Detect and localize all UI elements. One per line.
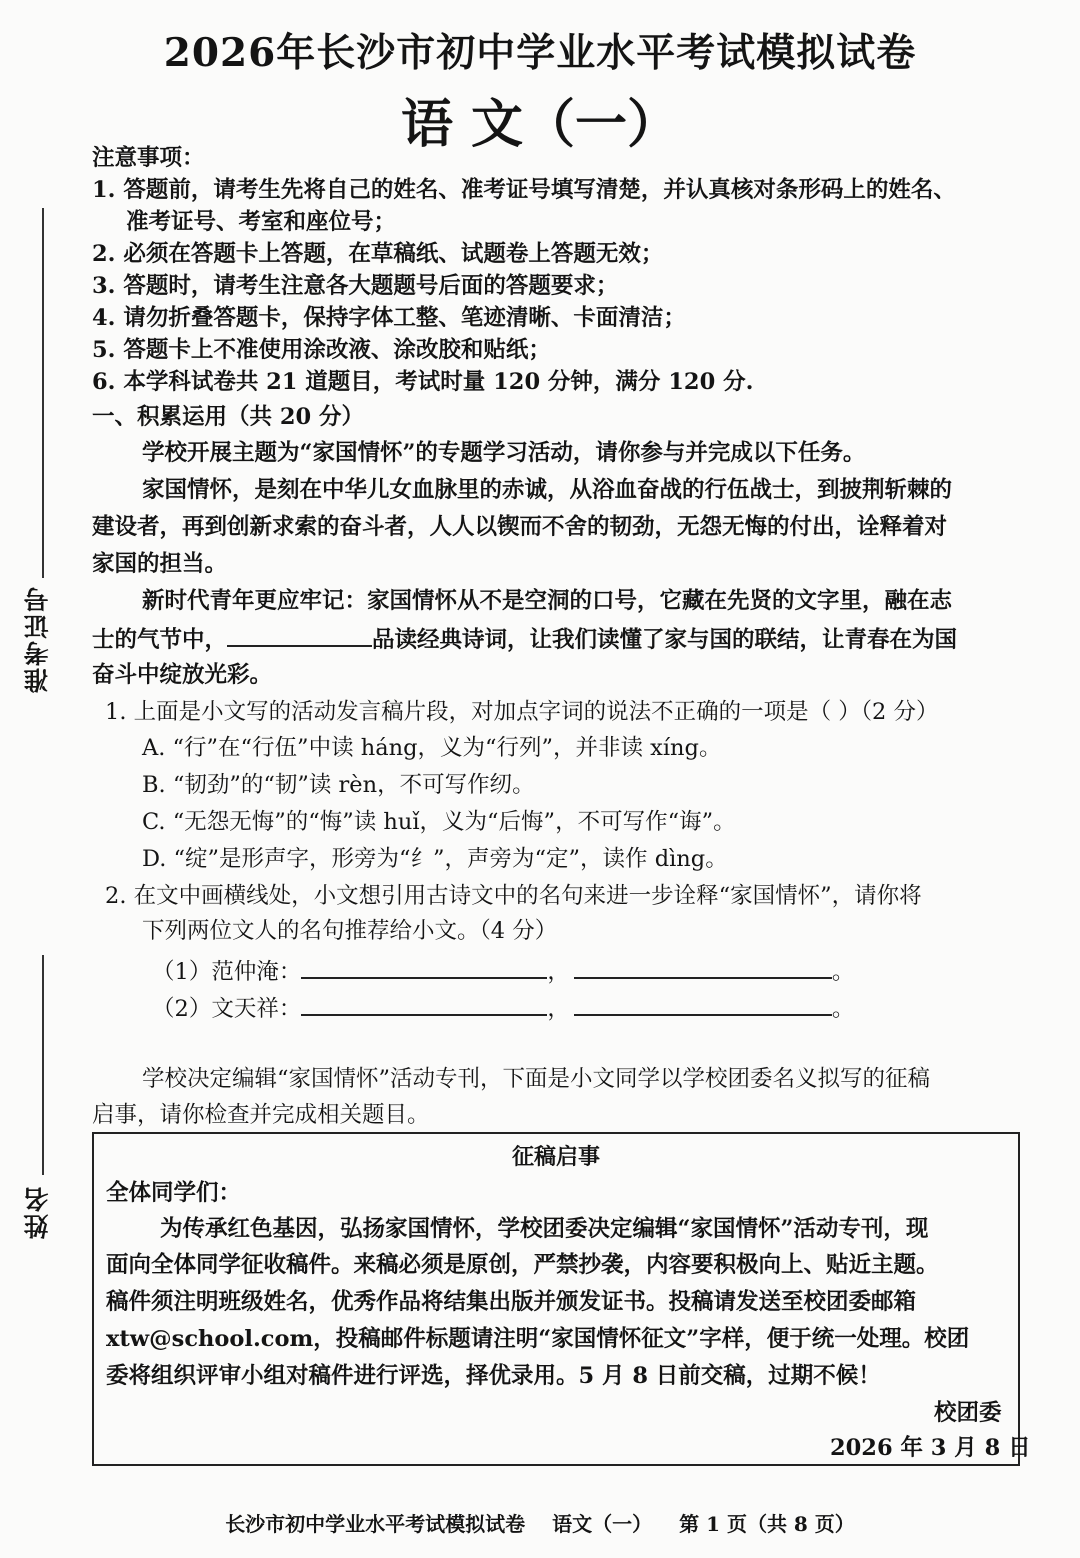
note-item: 准考证号、考室和座位号； <box>126 209 397 235</box>
footer-subject: 语文（一） <box>552 1512 653 1536</box>
notes-heading: 注意事项： <box>92 145 205 171</box>
notice-greeting: 全体同学们： <box>106 1180 242 1206</box>
notice-line: xtw@school.com，投稿邮件标题请注明“家国情怀征文”字样，便于统一处理。校团 <box>106 1326 970 1352</box>
question-2-stem: 2. 在文中画横线处，小文想引用古诗文中的名句来进一步诠释“家国情怀”，请你将 <box>105 883 922 909</box>
notice-line: 为传承红色基因，弘扬家国情怀，学校团委决定编辑“家国情怀”活动专刊，现 <box>160 1216 929 1242</box>
notice-line: 面向全体同学征收稿件。来稿必须是原创，严禁抄袭，内容要积极向上、贴近主题。 <box>106 1252 939 1278</box>
period: 。 <box>831 996 855 1022</box>
period: 。 <box>831 959 855 985</box>
comma: ， <box>547 959 570 985</box>
passage-fragment: 士的气节中， <box>92 627 228 653</box>
note-item: 2. 必须在答题卡上答题，在草稿纸、试题卷上答题无效； <box>92 241 664 267</box>
comma: ， <box>547 996 570 1022</box>
page-footer <box>0 1508 1080 1537</box>
q2-item-1-label: （1）范仲淹： <box>152 959 302 985</box>
notice-line: 稿件须注明班级姓名，优秀作品将结集出版并颁发证书。投稿请发送至校团委邮箱 <box>106 1289 917 1315</box>
answer-blank[interactable] <box>574 992 832 1016</box>
name-label: 姓名 <box>23 1185 52 1239</box>
passage-line: 家国的担当。 <box>92 551 228 577</box>
q1-option-b: B. “韧劲”的“韧”读 rèn，不可写作纫。 <box>142 772 535 798</box>
quote-blank[interactable] <box>227 623 372 647</box>
q1-option-a: A. “行”在“行伍”中读 háng，义为“行列”，并非读 xíng。 <box>142 735 722 761</box>
section2-intro: 学校决定编辑“家国情怀”活动专刊，下面是小文同学以学校团委名义拟写的征稿 <box>142 1066 931 1092</box>
exam-id-fill-line <box>42 208 44 578</box>
q2-item-2 <box>152 992 854 1024</box>
passage-line: 建设者，再到创新求索的奋斗者，人人以锲而不舍的韧劲，无怨无悔的付出，诠释着对 <box>92 514 948 540</box>
q1-option-d: D. “绽”是形声字，形旁为“纟”，声旁为“定”，读作 dìng。 <box>142 846 728 872</box>
footer-exam-name: 长沙市初中学业水平考试模拟试卷 <box>225 1512 526 1536</box>
notice-line: 委将组织评审小组对稿件进行评选，择优录用。5 月 8 日前交稿，过期不候！ <box>106 1363 881 1389</box>
notice-signature: 校团委 <box>934 1400 1002 1426</box>
exam-title: 2026年长沙市初中学业水平考试模拟试卷 <box>163 30 917 76</box>
passage-line: 新时代青年更应牢记：家国情怀从不是空洞的口号，它藏在先贤的文字里，融在志 <box>142 588 953 614</box>
q2-item-1 <box>152 955 854 987</box>
exam-id-label: 准考证号 <box>23 585 52 693</box>
answer-blank[interactable] <box>574 955 832 979</box>
question-1-stem: 1. 上面是小文写的活动发言稿片段，对加点字词的说法不正确的一项是（ ）（2 分） <box>105 699 939 725</box>
name-fill-line <box>42 955 44 1175</box>
note-item: 4. 请勿折叠答题卡，保持字体工整、笔迹清晰、卡面清洁； <box>92 305 686 331</box>
passage-line <box>92 623 957 655</box>
section1-intro: 学校开展主题为“家国情怀”的专题学习活动，请你参与并完成以下任务。 <box>142 440 866 466</box>
subject-title: 语 文（一） <box>400 94 680 155</box>
note-item: 5. 答题卡上不准使用涂改液、涂改胶和贴纸； <box>92 337 551 363</box>
q2-item-2-label: （2）文天祥： <box>152 996 302 1022</box>
question-2-stem-cont: 下列两位文人的名句推荐给小文。（4 分） <box>142 918 558 944</box>
answer-blank[interactable] <box>301 955 547 979</box>
passage-line: 家国情怀，是刻在中华儿女血脉里的赤诚，从浴血奋战的行伍战士，到披荆斩棘的 <box>142 477 953 503</box>
note-item: 3. 答题时，请考生注意各大题题号后面的答题要求； <box>92 273 619 299</box>
note-item: 6. 本学科试卷共 21 道题目，考试时量 120 分钟，满分 120 分. <box>92 369 754 395</box>
q1-option-c: C. “无怨无悔”的“悔”读 huǐ，义为“后悔”，不可写作“诲”。 <box>142 809 736 835</box>
notice-date: 2026 年 3 月 8 日 <box>830 1435 1031 1461</box>
answer-blank[interactable] <box>301 992 547 1016</box>
section1-heading: 一、积累运用（共 20 分） <box>92 404 364 430</box>
passage-line: 奋斗中绽放光彩。 <box>92 662 273 688</box>
note-item: 1. 答题前，请考生先将自己的姓名、准考证号填写清楚，并认真核对条形码上的姓名、 <box>92 177 956 203</box>
footer-page-number: 第 1 页（共 8 页） <box>679 1512 855 1536</box>
passage-fragment: 品读经典诗词，让我们读懂了家与国的联结，让青春在为国 <box>372 627 958 653</box>
notice-title: 征稿启事 <box>511 1144 600 1170</box>
section2-intro-cont: 启事，请你检查并完成相关题目。 <box>92 1102 430 1128</box>
